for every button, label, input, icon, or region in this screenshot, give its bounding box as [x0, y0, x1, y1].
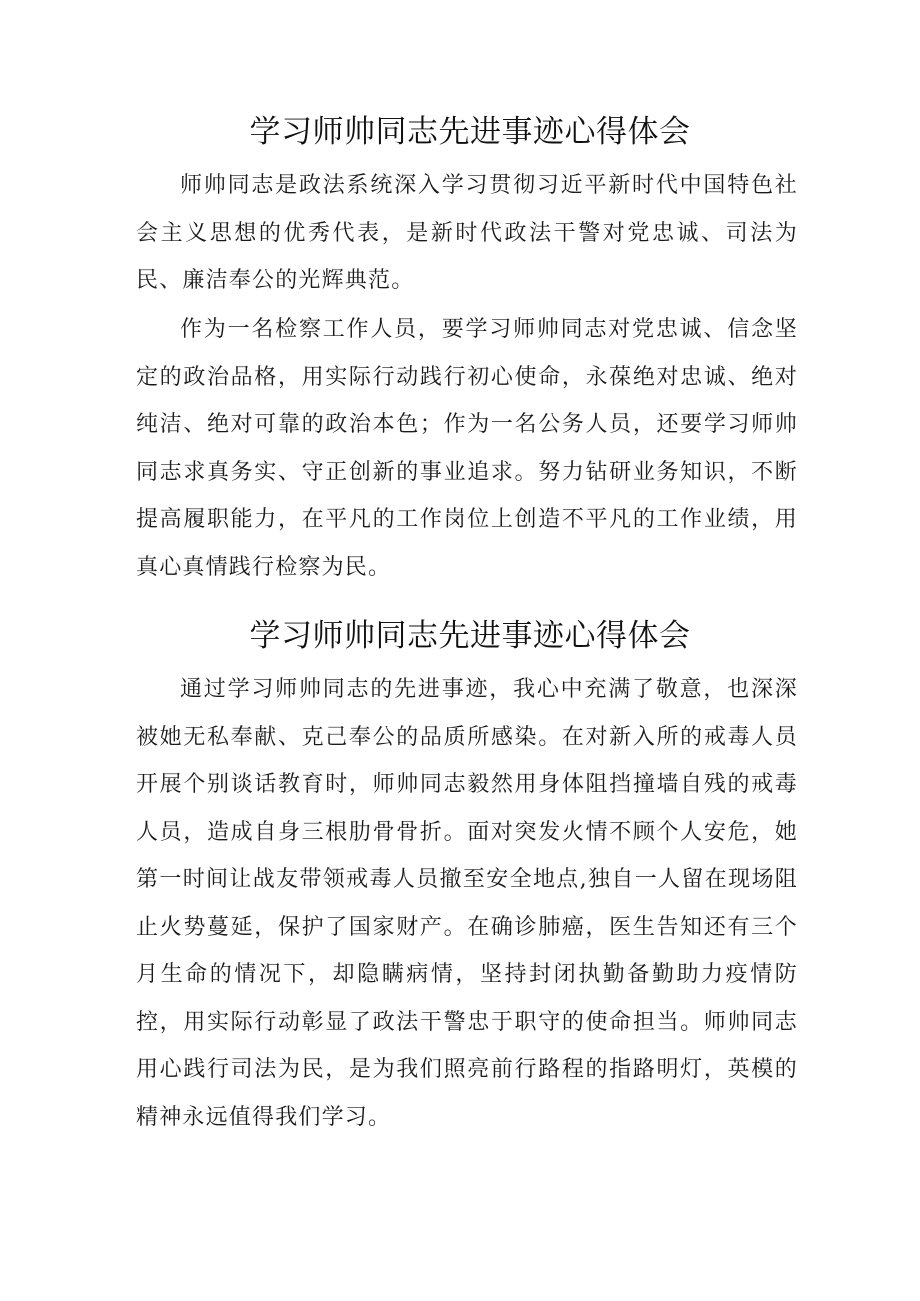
section-2-title: 学习师帅同志先进事迹心得体会 — [249, 618, 691, 654]
section-1-paragraph-1: 师帅同志是政法系统深入学习贯彻习近平新时代中国特色社会主义思想的优秀代表，是新时代政法干警对党忠诚、司法为民、廉洁奉公的光辉典范。 — [136, 173, 798, 293]
section-1-paragraph-2: 作为一名检察工作人员，要学习师帅同志对党忠诚、信念坚定的政治品格，用实际行动践行初心使命，永葆绝对忠诚、绝对纯洁、绝对可靠的政治本色；作为一名公务人员，还要学习师帅同志求真务实、守正创新的事业追求。努力钻研业务知识，不断提高履职能力，在平凡的工作岗位上创造不平凡的工作业绩，用真心真情践行检察为民。 — [136, 317, 798, 580]
section-2-paragraph-1: 通过学习师帅同志的先进事迹，我心中充满了敬意，也深深被她无私奉献、克己奉公的品质所感染。在对新入所的戒毒人员开展个别谈话教育时，师帅同志毅然用身体阻挡撞墙自残的戒毒人员，造成自身三根肋骨骨折。面对突发火情不顾个人安危，她第一时间让战友带领戒毒人员撤至安全地点,独自一人留在现场阻止火势蔓延，保护了国家财产。在确诊肺癌，医生告知还有三个月生命的情况下，却隐瞒病情，坚持封闭执勤备勤助力疫情防控，用实际行动彰显了政法干警忠于职守的使命担当。师帅同志用心践行司法为民，是为我们照亮前行路程的指路明灯，英模的精神永远值得我们学习。 — [136, 677, 798, 1130]
section-1-title: 学习师帅同志先进事迹心得体会 — [249, 114, 691, 150]
